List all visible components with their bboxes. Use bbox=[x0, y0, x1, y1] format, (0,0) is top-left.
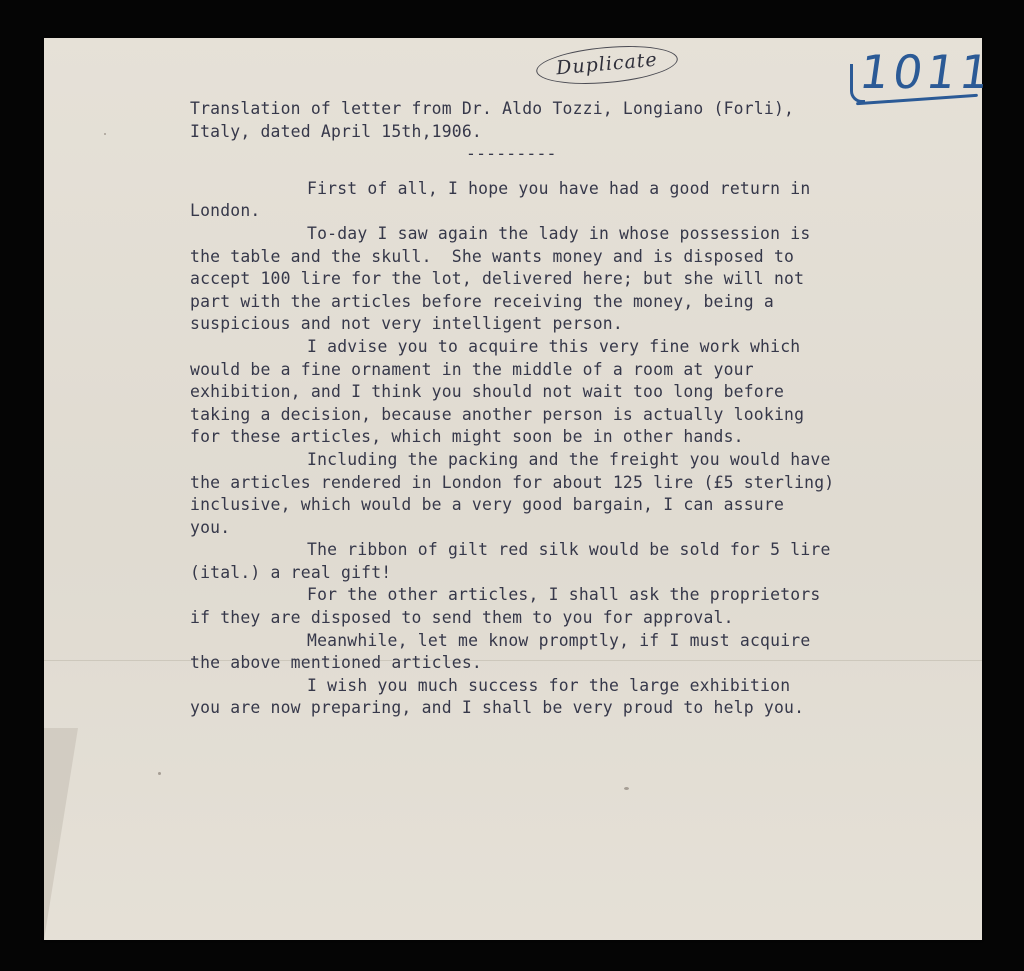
paragraph-6-line-1: For the other articles, I shall ask the proprietors bbox=[307, 585, 821, 605]
document-number-text: 1011 bbox=[856, 45, 997, 99]
paragraph-7-line-1: Meanwhile, let me know promptly, if I must acquire bbox=[307, 630, 811, 650]
paragraph-4-line-3: inclusive, which would be a very good bargain, I can assure bbox=[190, 495, 785, 515]
paragraph-3-line-4: taking a decision, because another person is actually looking bbox=[190, 404, 805, 424]
paragraph-2-line-5: suspicious and not very intelligent person. bbox=[190, 314, 623, 334]
spacer bbox=[190, 166, 980, 178]
paragraph-8-line-2: you are now preparing, and I shall be very proud to help you. bbox=[190, 698, 805, 718]
paragraph-4-line-2: the articles rendered in London for about 125 lire (£5 sterling) bbox=[190, 472, 835, 492]
paragraph-2-line-4: part with the articles before receiving the money, being a bbox=[190, 291, 774, 311]
paper-speck bbox=[104, 133, 106, 135]
paragraph-3-line-3: exhibition, and I think you should not wait too long before bbox=[190, 382, 785, 402]
duplicate-annotation-text: Duplicate bbox=[555, 48, 659, 80]
paper-speck bbox=[624, 787, 629, 790]
header-separator: --------- bbox=[466, 144, 557, 164]
paragraph-1-line-2: London. bbox=[190, 201, 261, 221]
paragraph-4-line-1: Including the packing and the freight you would have bbox=[307, 449, 831, 469]
paragraph-3-line-1: I advise you to acquire this very fine work which bbox=[307, 336, 801, 356]
paragraph-6-line-2: if they are disposed to send them to you for approval. bbox=[190, 608, 734, 628]
paragraph-4-line-4: you. bbox=[190, 517, 231, 537]
paragraph-2-line-2: the table and the skull. She wants money and is disposed to bbox=[190, 246, 795, 266]
paragraph-2-line-1: To-day I saw again the lady in whose possession is bbox=[307, 223, 811, 243]
header-line-1: Translation of letter from Dr. Aldo Tozzi, Longiano (Forli), bbox=[190, 99, 795, 118]
paragraph-7-line-2: the above mentioned articles. bbox=[190, 653, 482, 673]
letter-page bbox=[44, 38, 997, 940]
paragraph-2-line-3: accept 100 lire for the lot, delivered here; but she will not bbox=[190, 269, 805, 289]
paragraph-8-line-1: I wish you much success for the large exhibition bbox=[307, 675, 791, 695]
paragraph-5-line-2: (ital.) a real gift! bbox=[190, 562, 392, 582]
header-line-2: Italy, dated April 15th,1906. bbox=[190, 121, 482, 141]
letter-text bbox=[190, 98, 980, 720]
duplicate-annotation bbox=[535, 41, 680, 89]
paragraph-1-line-1: First of all, I hope you have had a good return in bbox=[307, 178, 811, 198]
paper-speck bbox=[158, 772, 161, 775]
folded-corner bbox=[44, 728, 78, 940]
paragraph-3-line-2: would be a fine ornament in the middle of a room at your bbox=[190, 359, 754, 379]
paragraph-3-line-5: for these articles, which might soon be in other hands. bbox=[190, 427, 744, 447]
paragraph-5-line-1: The ribbon of gilt red silk would be sold for 5 lire bbox=[307, 540, 831, 560]
